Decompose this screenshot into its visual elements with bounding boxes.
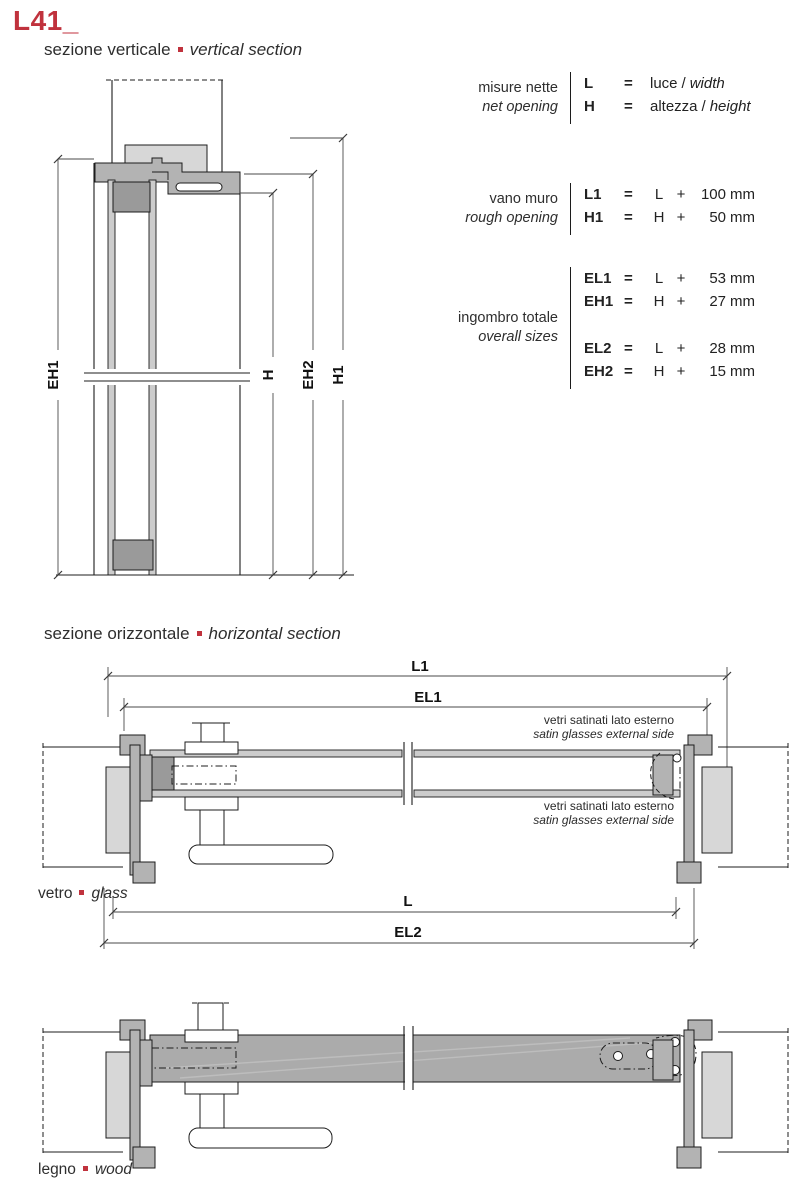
dim-label-EH1: EH1 — [45, 360, 62, 390]
unit: mm — [730, 209, 755, 226]
annotation-it: vetri satinati lato esterno — [543, 713, 674, 727]
dim-label-EL1: EL1 — [414, 689, 442, 706]
equals: = — [624, 98, 633, 115]
dim-label-L: L — [403, 893, 413, 910]
plus: + — [676, 340, 686, 357]
horizontal-section-wood-drawing — [30, 990, 806, 1170]
value: 27 — [709, 293, 726, 310]
legend-overall-sizes — [440, 267, 755, 389]
plus: + — [676, 363, 686, 380]
dim-label-L1: L1 — [411, 658, 429, 675]
legend-net-opening-label — [440, 79, 570, 117]
label-en: overall sizes — [478, 329, 558, 345]
satin-glass-annotation-top — [444, 714, 674, 741]
value: 28 — [709, 340, 726, 357]
legend-row — [584, 340, 755, 363]
handle-lever — [189, 845, 333, 864]
label-it: vano muro — [489, 191, 558, 207]
dim-label-EH2: EH2 — [300, 360, 317, 390]
legend-row — [584, 75, 751, 98]
dim-name: H1 — [584, 209, 604, 226]
top-rail — [113, 182, 150, 212]
dim-name: L1 — [584, 186, 602, 203]
value-it: altezza — [650, 98, 698, 115]
dim-name: L — [584, 75, 594, 92]
handle-rose-top — [185, 1030, 238, 1042]
equals: = — [624, 270, 633, 287]
handle-rose-bottom — [185, 797, 238, 810]
plus: + — [676, 186, 686, 203]
horizontal-section-glass-drawing — [30, 655, 806, 965]
equals: = — [624, 293, 633, 310]
base: H — [653, 363, 665, 380]
red-bullet — [79, 890, 84, 895]
equals: = — [624, 340, 633, 357]
wood-label-en: wood — [94, 1161, 132, 1178]
legend-row — [584, 270, 755, 293]
base: L — [654, 186, 664, 203]
value-en: width — [689, 75, 725, 92]
horizontal-section-label-en: horizontal section — [208, 624, 341, 643]
annotation-it: vetri satinati lato esterno — [543, 799, 674, 813]
value: 100 — [700, 186, 726, 203]
legend-row — [584, 363, 755, 386]
equals: = — [624, 363, 633, 380]
value-it: luce — [650, 75, 678, 92]
horizontal-section-label — [44, 624, 341, 644]
legend-overall-sizes-rows — [570, 267, 755, 389]
unit: mm — [730, 293, 755, 310]
base: H — [653, 293, 665, 310]
equals: = — [624, 186, 633, 203]
label-it: ingombro totale — [458, 310, 558, 326]
plus: + — [676, 209, 686, 226]
handle-rose-bottom — [185, 1082, 238, 1094]
dim-name: EL2 — [584, 340, 612, 357]
handle-lever — [189, 1128, 332, 1148]
vertical-section-label-en: vertical section — [189, 40, 303, 59]
red-bullet — [197, 631, 202, 636]
base: L — [654, 340, 664, 357]
dimension-L — [109, 897, 680, 919]
right-architrave — [702, 1052, 732, 1138]
legend-net-opening — [440, 72, 751, 124]
right-architrave — [702, 767, 732, 853]
legend-overall-sizes-label — [440, 309, 570, 347]
value: 15 — [709, 363, 726, 380]
equals: = — [624, 75, 633, 92]
unit: mm — [730, 186, 755, 203]
unit: mm — [730, 340, 755, 357]
unit: mm — [730, 270, 755, 287]
hinge-pin — [673, 754, 681, 762]
legend-rough-opening-rows — [570, 183, 755, 235]
separator: / — [681, 75, 686, 92]
plus: + — [676, 270, 686, 287]
legend-row — [584, 209, 755, 232]
value: 53 — [709, 270, 726, 287]
unit: mm — [730, 363, 755, 380]
red-bullet — [178, 47, 183, 52]
handle-rose-top — [185, 742, 238, 754]
red-bullet — [83, 1166, 88, 1171]
horizontal-section-label-it: sezione orizzontale — [44, 624, 190, 643]
break-symbol — [84, 369, 250, 385]
base: H — [653, 209, 665, 226]
annotation-en: satin glasses external side — [533, 726, 674, 741]
glass-label-it: vetro — [38, 885, 73, 902]
legend-net-opening-rows — [570, 72, 751, 124]
value-en: height — [709, 98, 751, 115]
legend-rough-opening — [440, 183, 755, 235]
vertical-section-drawing — [40, 70, 360, 590]
legend-row — [584, 186, 755, 209]
equals: = — [624, 209, 633, 226]
satin-glass-annotation-bottom — [444, 800, 674, 827]
dim-label-H: H — [260, 369, 277, 381]
dim-name: EH2 — [584, 363, 614, 380]
dim-label-H1: H1 — [330, 365, 347, 385]
page-title: L41_ — [13, 5, 79, 36]
annotation-en: satin glasses external side — [533, 812, 674, 827]
dim-name: H — [584, 98, 595, 115]
value: 50 — [709, 209, 726, 226]
legend-row — [584, 98, 751, 121]
separator: / — [701, 98, 706, 115]
vertical-section-label — [44, 40, 302, 60]
legend-row — [584, 293, 755, 316]
dim-label-EL2: EL2 — [394, 924, 422, 941]
latch-dashed — [172, 766, 236, 784]
label-en: rough opening — [465, 210, 558, 226]
label-en: net opening — [482, 99, 558, 115]
bottom-rail — [113, 540, 153, 570]
glass-label-en: glass — [91, 885, 128, 902]
dim-name: EH1 — [584, 293, 614, 310]
legend-rough-opening-label — [440, 190, 570, 228]
base: L — [654, 270, 664, 287]
dim-name: EL1 — [584, 270, 612, 287]
vertical-section-label-it: sezione verticale — [44, 40, 171, 59]
wood-version-label — [38, 1161, 132, 1179]
glass-version-label — [38, 885, 128, 903]
label-it: misure nette — [478, 80, 558, 96]
plus: + — [676, 293, 686, 310]
wood-label-it: legno — [38, 1161, 76, 1178]
